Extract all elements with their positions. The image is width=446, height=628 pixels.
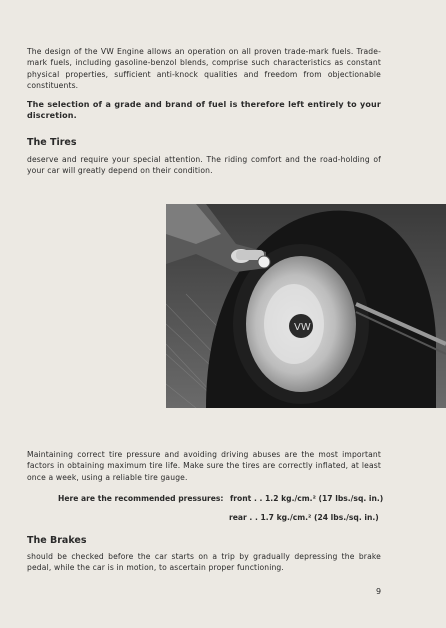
svg-text:VW: VW <box>294 322 311 333</box>
front-label: front <box>230 494 252 503</box>
rear-pressure <box>229 513 379 522</box>
fuel-note: The selection of a grade and brand of fuel is therefore left entirely to your discretion. <box>27 100 381 121</box>
fuel-paragraph: The design of the VW Engine allows an operation on all proven trade-mark fuels. Trade-mark fuels, including gasoline-benzol blends, comprise such characteristics as constant physical properties, sufficient anti-knock qualities and freedom from objectionable constituents. <box>27 47 381 91</box>
tire-photo-illustration <box>166 204 446 408</box>
tires-paragraph: deserve and require your special attention. The riding comfort and the road-holding of your car will greatly depend on their condition. <box>27 155 381 176</box>
tire-maintenance-paragraph: Maintaining correct tire pressure and avoiding driving abuses are the most important factors in obtaining maximum tire life. Make sure the tires are correctly inflated, at least once a week, using a reliable tire gauge. <box>27 450 381 482</box>
pressure-label: Here are the recommended pressures: <box>58 494 224 503</box>
rear-value: . . 1.7 kg./cm.² (24 lbs./sq. in.) <box>249 513 379 522</box>
page-number: 9 <box>376 587 382 596</box>
front-value: . . 1.2 kg./cm.² (17 lbs./sq. in.) <box>253 494 384 503</box>
brakes-heading: The Brakes <box>27 535 87 546</box>
front-pressure <box>230 494 383 503</box>
tire-gauge-photo <box>166 204 446 408</box>
brakes-paragraph: should be checked before the car starts on a trip by gradually depressing the brake pedal, while the car is in motion, to ascertain proper functioning. <box>27 552 381 573</box>
tires-heading: The Tires <box>27 137 77 148</box>
rear-label: rear <box>229 513 247 522</box>
